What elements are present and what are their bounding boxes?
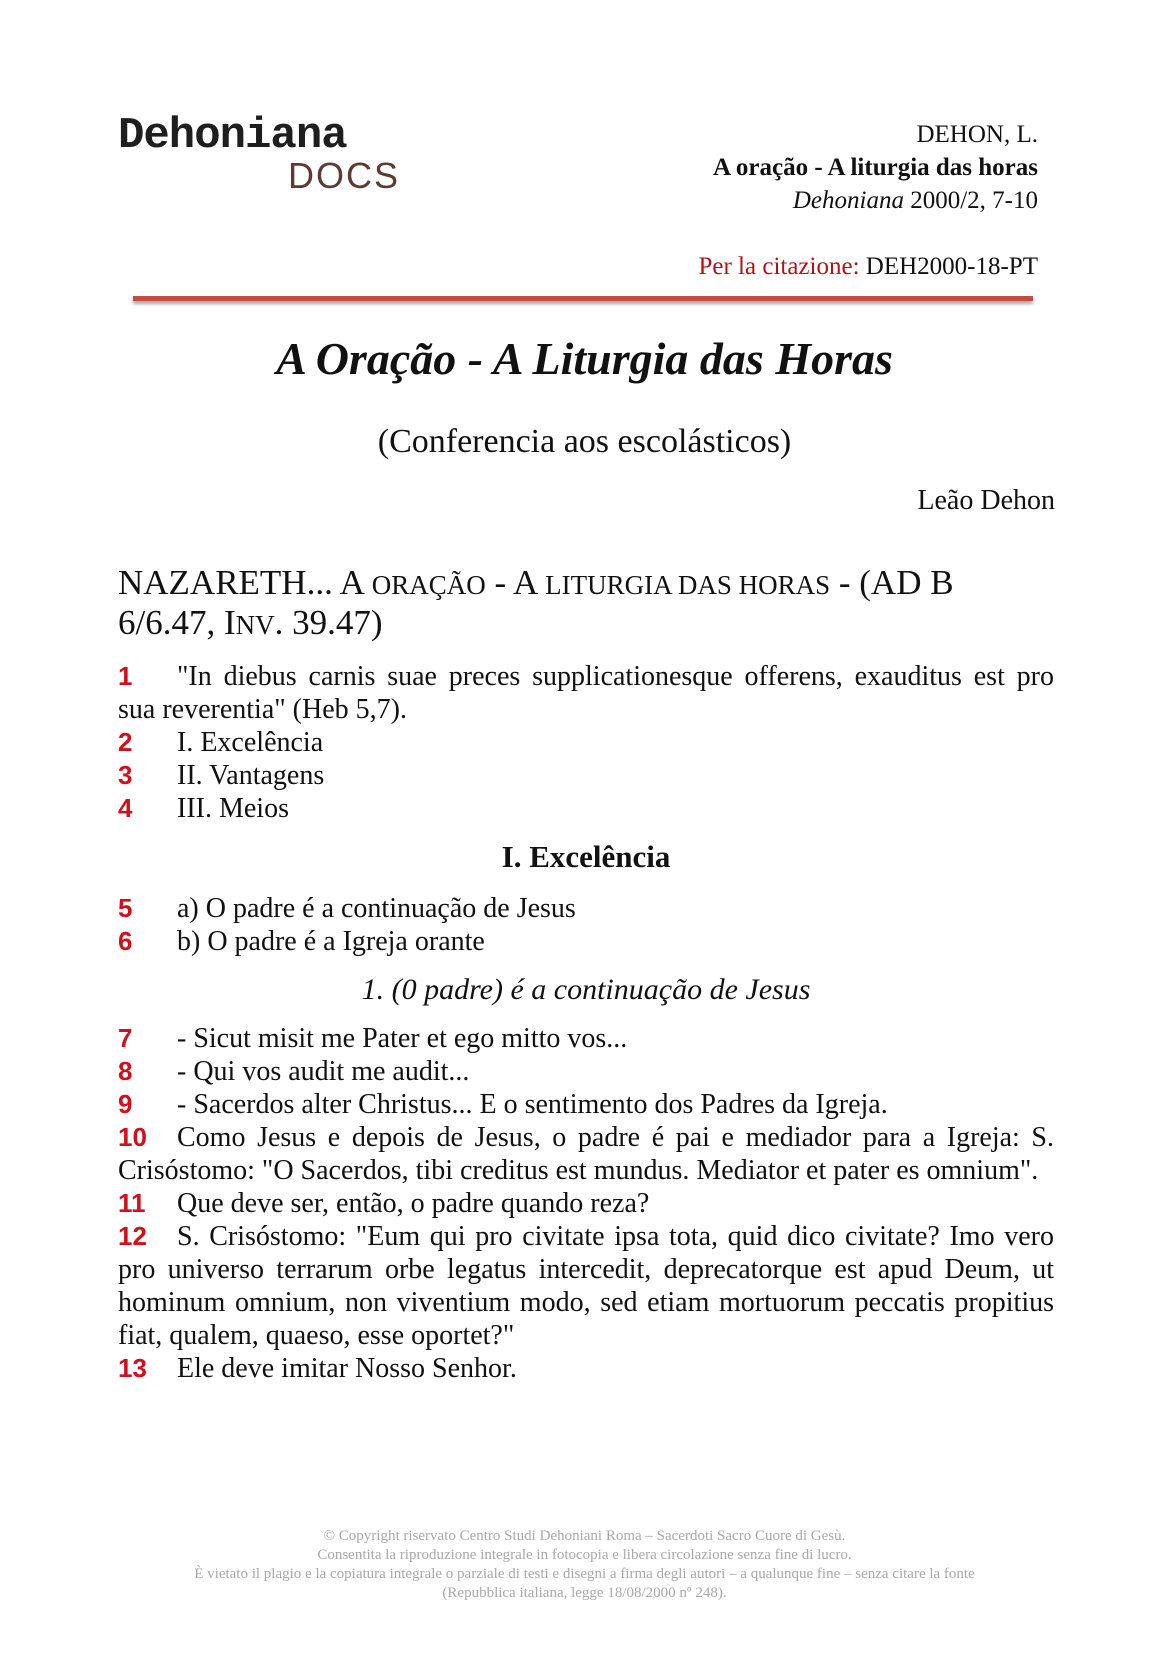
paragraph-text: I. Excelência — [177, 727, 324, 758]
document-author: Leão Dehon — [917, 485, 1055, 516]
section-heading-smallcaps: ORAÇÃO — [371, 570, 486, 600]
citation-code: DEH2000-18-PT — [865, 253, 1038, 280]
paragraph-text: "In diebus carnis suae preces supplicationesque offerens, exauditus est pro sua reverentia" (Heb 5,7). — [118, 661, 1054, 725]
paragraph — [118, 1121, 1054, 1187]
paragraph-text: III. Meios — [177, 793, 289, 824]
reference-issue: 2000/2, 7-10 — [910, 187, 1038, 214]
paragraph — [118, 925, 1054, 958]
paragraph-text: Que deve ser, então, o padre quando reza? — [177, 1188, 650, 1219]
paragraph-number: 4 — [118, 793, 133, 823]
paragraph — [118, 660, 1054, 726]
reference-author: DEHON, L. — [916, 121, 1038, 148]
reference-title: A oração - A liturgia das horas — [712, 154, 1038, 181]
paragraph-text: - Sicut misit me Pater et ego mitto vos... — [177, 1023, 628, 1054]
paragraph-number: 11 — [118, 1188, 146, 1218]
paragraph-text: S. Crisóstomo: "Eum qui pro civitate ipsa tota, quid dico civitate? Imo vero pro universo terrarum orbe legatus intercedit, deprecatorque est apud Deum, ut hominum omnium, non viventium modo, sed etiam mortuorum peccatis propitius fiat, qualem, quaeso, esse oportet?" — [118, 1221, 1054, 1351]
document-body — [118, 660, 1054, 1385]
paragraph-number: 10 — [118, 1122, 147, 1152]
paragraph — [118, 792, 1054, 825]
reference-journal: Dehoniana — [792, 187, 904, 214]
section-heading-smallcaps: NV — [235, 610, 275, 640]
paragraph-number: 8 — [118, 1056, 133, 1086]
paragraph — [118, 1352, 1054, 1385]
logo-main-text: Dehoniana — [118, 111, 347, 161]
paragraph-number: 1 — [118, 661, 133, 691]
paragraph — [118, 892, 1054, 925]
footer-line: È vietato il plagio e la copiatura integrale o parziale di testi e disegni a firma degli autori – a qualunque fine – senza citare la fonte — [194, 1566, 975, 1582]
paragraph-text: II. Vantagens — [177, 760, 325, 791]
citation-label: Per la citazione: — [698, 253, 860, 280]
subheading-continuacao: 1. (0 padre) é a continuação de Jesus — [361, 973, 811, 1006]
paragraph — [118, 1220, 1054, 1352]
paragraph-number: 6 — [118, 926, 133, 956]
document-subtitle: (Conferencia aos escolásticos) — [377, 423, 792, 460]
section-heading-part: - A — [485, 563, 546, 602]
paragraph-number: 3 — [118, 760, 133, 790]
paragraph-text: Como Jesus e depois de Jesus, o padre é pai e mediador para a Igreja: S. Crisóstomo: "O Sacerdos, tibi creditus est mundus. Mediator et pater es omnium". — [118, 1122, 1054, 1186]
logo-sub-text: DOCS — [288, 155, 401, 196]
paragraph-text: - Qui vos audit me audit... — [177, 1056, 470, 1087]
paragraph-number: 12 — [118, 1221, 147, 1251]
paragraph — [118, 1187, 1054, 1220]
header-divider — [133, 296, 1033, 301]
paragraph — [118, 1055, 1054, 1088]
document-title: A Oração - A Liturgia das Horas — [276, 333, 893, 384]
dehoniana-docs-logo — [118, 111, 408, 196]
paragraph-text: b) O padre é a Igreja orante — [177, 926, 485, 957]
section-heading-smallcaps: LITURGIA DAS HORAS — [545, 570, 831, 600]
paragraph — [118, 1088, 1054, 1121]
reference-block — [713, 118, 1038, 217]
paragraph-number: 13 — [118, 1353, 147, 1383]
paragraph — [118, 759, 1054, 792]
paragraph-text: Ele deve imitar Nosso Senhor. — [177, 1353, 517, 1384]
section-heading — [118, 564, 1058, 644]
reference-source — [713, 184, 1038, 217]
citation-line — [698, 252, 1038, 282]
section-heading-part: NAZARETH... A — [118, 563, 372, 602]
footer-line: © Copyright riservato Centro Studi Dehoniani Roma – Sacerdoti Sacro Cuore di Gesù. — [323, 1528, 846, 1544]
paragraph-number: 9 — [118, 1089, 133, 1119]
paragraph — [118, 726, 1054, 759]
subheading-excelencia: I. Excelência — [501, 839, 671, 874]
footer-line: (Repubblica italiana, legge 18/08/2000 nº 248). — [442, 1585, 727, 1601]
paragraph-text: a) O padre é a continuação de Jesus — [177, 893, 576, 924]
footer-line: Consentita la riproduzione integrale in fotocopia e libera circolazione senza fine di lucro. — [317, 1547, 852, 1563]
paragraph-number: 5 — [118, 893, 133, 923]
paragraph — [118, 1022, 1054, 1055]
section-heading-part: - (AD B 6/6.47, I — [118, 563, 954, 642]
paragraph-text: - Sacerdos alter Christus... E o sentimento dos Padres da Igreja. — [177, 1089, 888, 1120]
paragraph-number: 7 — [118, 1023, 133, 1053]
paragraph-number: 2 — [118, 727, 133, 757]
section-heading-part: . 39.47) — [274, 603, 383, 642]
copyright-footer — [0, 1527, 1169, 1603]
